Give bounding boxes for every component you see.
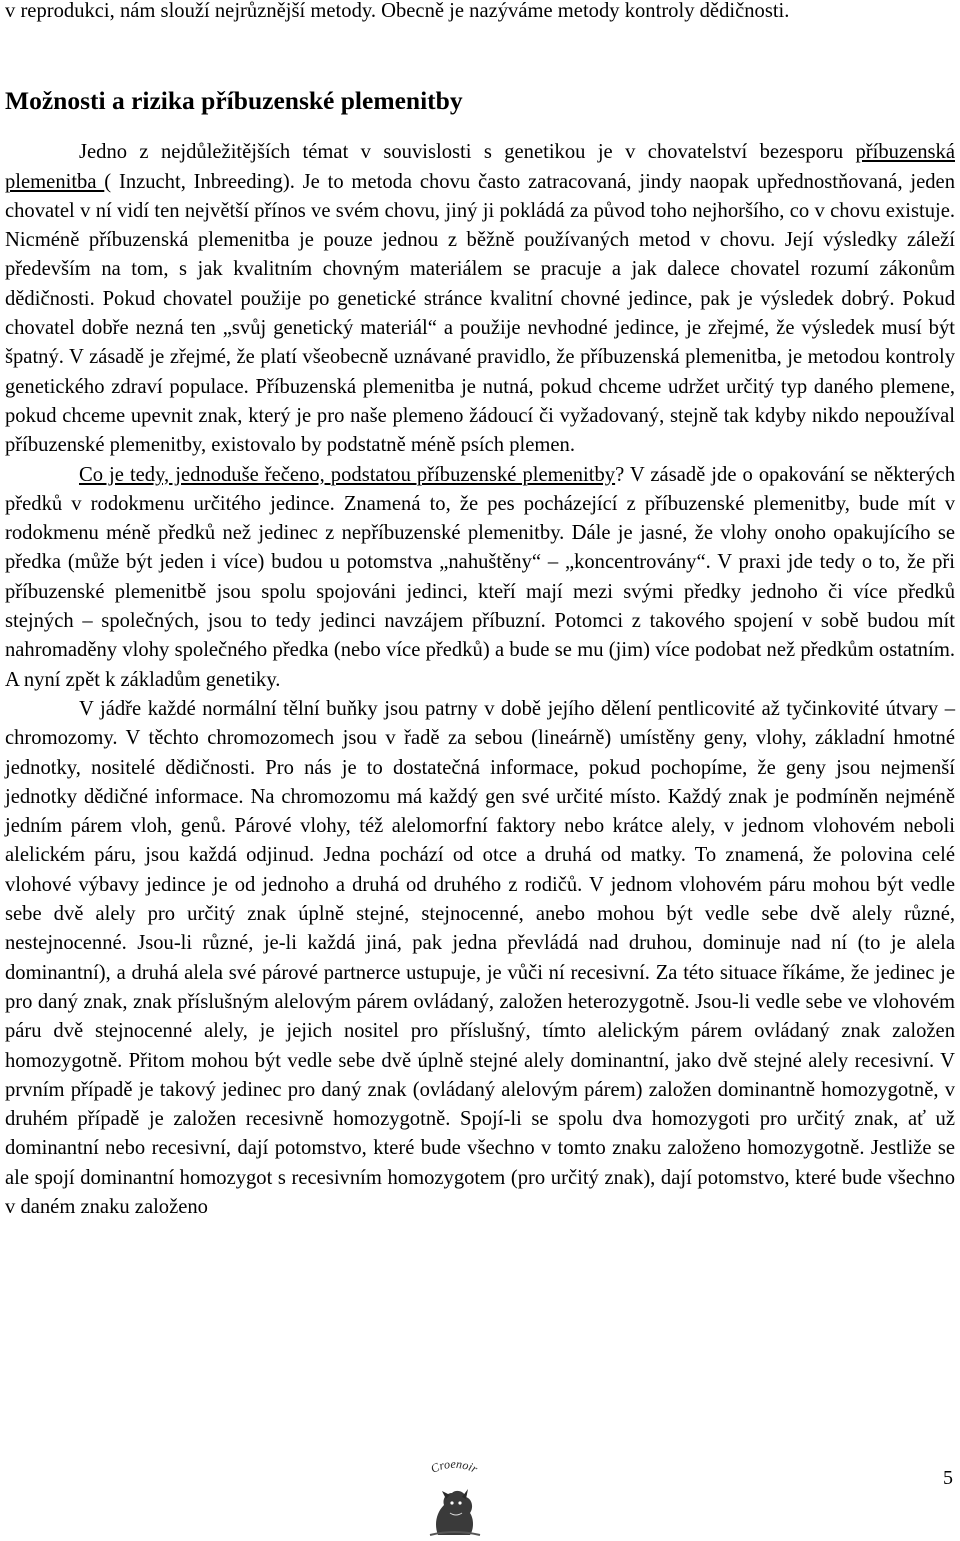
paragraph-1 [5, 138, 955, 460]
paragraph-2 [5, 461, 955, 695]
intro-text: v reprodukci, nám slouží nejrůznější metody. Obecně je nazýváme metody kontroly dědičnosti. [5, 0, 790, 22]
svg-text:Croenoir [428, 1457, 480, 1476]
paragraph-3: V jádře každé normální tělní buňky jsou patrny v době jejího dělení pentlicovité až tyčinkovité útvary – chromozomy. V těchto chromozomech jsou v řadě za sebou (lineárně) umístěny geny, vlohy, základní hmotné jednotky, nositelé dědičnosti. Pro nás je to dostatečná informace, pokud pochopíme, že geny jsou nejmenší jednotky dědičné informace. Na chromozomu má každý gen své určité místo. Každý znak je podmíněn nejméně jedním párem vloh, genů. Párové vlohy, též alelomorfní faktory nebo krátce alely, v jednom vlohovém neboli alelickém páru, jsou každá odjinud. Jedna pochází od otce a druhá od matky. To znamená, že polovina celé vlohové výbavy jedince je od jednoho a druhá od druhého z rodičů. V jednom vlohovém páru mohou být vedle sebe dvě alely pro určitý znak úplně stejné, stejnocenné, anebo mohou být vedle sebe dvě alely různé, nestejnocenné. Jsou-li různé, je-li každá jiná, pak jedna převládá nad druhou, dominuje nad ní (to je alela dominantní), a druhá alela své párové partnerce ustupuje, je vůči ní recesivní. Za této situace říkáme, že jedinec je pro daný znak, znak příslušným alelovým párem ovládaný, založen heterozygotně. Jsou-li vedle sebe ve vlohovém páru dvě stejnocenné alely, je jejich nositel pro příslušný, tímto alelickým párem ovládaný znak založen homozygotně. Přitom mohou být vedle sebe dvě úplně stejné alely dominantní, jako dvě stejné alely recesivní. V prvním případě je takový jedinec pro daný znak (ovládaný alelovým párem) založen dominantně homozygotně, v druhém případě je založen recesivně homozygotně. Spojí-li se spolu dva homozygoti pro určitý znak, ať už dominantní nebo recesivní, dají potomstvo, které bude všechno v tomto znaku založeno homozygotně. Jestliže se ale spojí dominantní homozygot s recesivním homozygotem (pro určitý znak), dají potomstvo, které bude všechno v daném znaku založeno [5, 697, 955, 1218]
dog-emblem-icon [408, 1455, 500, 1539]
paragraph-1-lead: Jedno z nejdůležitějších témat v souvislosti s genetikou je v chovatelství bezesporu [79, 141, 856, 164]
paragraph-2-rest: ? V zásadě jde o opakování se některých předků v rodokmenu určitého jedince. Znamená to, že pes pocházející z příbuzenské plemenitby, bude mít v rodokmenu méně předků než jedinec z nepříbuzenské plemenitby. Dále je jasné, že vlohy onoho opakujícího se předka (může být jeden i více) budou u potomstva „nahuštěny“ – „koncentrovány“. V praxi jde tedy o to, že při příbuzenské plemenitbě jsou spolu spojováni jedinci, kteří mají mezi svými předky jednoho či více předků stejných – společných, jsou to tedy jedinci navzájem příbuzní. Potomci z takového spojení v sobě budou mít nahromaděny vlohy společného předka (nebo více předků) a bude se mu (jim) více podobat než předkům ostatním. A nyní zpět k základům genetiky. [5, 463, 955, 691]
page-number: 5 [943, 1467, 953, 1489]
section-heading: Možnosti a rizika příbuzenské plemenitby [5, 86, 463, 116]
paragraph-1-underlined: příbuzenská plemenitba [5, 141, 955, 193]
croenoir-logo [408, 1455, 500, 1539]
logo-text: Croenoir [428, 1456, 480, 1476]
paragraph-1-rest: ( Inzucht, Inbreeding). Je to metoda chovu často zatracovaná, jindy naopak upřednostňovaná, jeden chovatel v ní vidí ten největší přínos ve svém chovu, jiný ji pokládá za původ toho nejhoršího, co v chovu existuje. Nicméně příbuzenská plemenitba je pouze jednou z běžně používaných metod v chovu. Její výsledky záleží především na tom, s jak kvalitním chovným materiálem se pracuje a jak dalece chovatel rozumí zákonům dědičnosti. Pokud chovatel použije po genetické stránce kvalitní chovné jedince, pak je výsledek dobrý. Pokud chovatel dobře nezná ten „svůj genetický materiál“ a použije nevhodné jedince, je zřejmé, že výsledek musí být špatný. V zásadě je zřejmé, že platí všeobecně uznávané pravidlo, že příbuzenská plemenitba, je metodou kontroly genetického zdraví populace. Příbuzenská plemenitba je nutná, pokud chceme udržet určitý typ daného plemene, pokud chceme upevnit znak, který je pro naše plemeno žádoucí či vyžadovaný, stejně tak kdyby nikdo nepoužíval příbuzenské plemenitby, existovalo by podstatně méně psích plemen. [5, 170, 955, 457]
paragraph-2-underlined: Co je tedy, jednoduše řečeno, podstatou příbuzenské plemenitby [79, 463, 616, 486]
